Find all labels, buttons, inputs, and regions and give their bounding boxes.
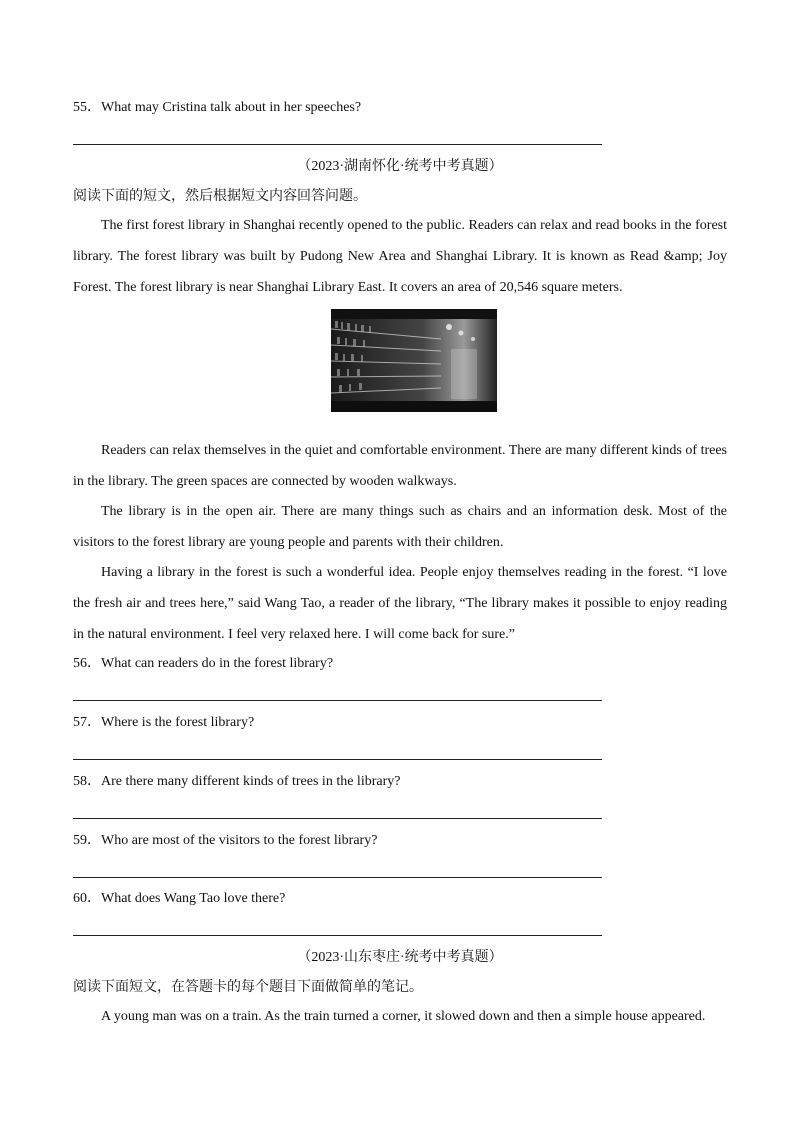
question-59: 59．Who are most of the visitors to the forest library? (73, 833, 378, 848)
passage-paragraph-3: The library is in the open air. There are many things such as chairs and an information desk. Most of the visitors to the forest library are young people and parents with their children. (73, 504, 727, 550)
question-55: 55．What may Cristina talk about in her speeches? (73, 100, 362, 115)
question-58: 58．Are there many different kinds of trees in the library? (73, 774, 401, 789)
passage-paragraph-4: Having a library in the forest is such a wonderful idea. People enjoy themselves reading in the forest. “I love the fresh air and trees here,” said Wang Tao, a reader of the library, “The library makes it possible to enjoy reading in the natural environment. I feel very relaxed here. I will come back for sure.” (73, 565, 727, 642)
source-label-1: （2023·湖南怀化·统考中考真题） (297, 159, 503, 174)
answer-line-60[interactable] (73, 935, 602, 936)
answer-line-56[interactable] (73, 700, 602, 701)
bookshelf-image-icon (331, 309, 497, 412)
passage-paragraph-1: The first forest library in Shanghai recently opened to the public. Readers can relax and read books in the forest library. The forest library was built by Pudong New Area and Shanghai Library. It is known as Read &amp; Joy Forest. The forest library is near Shanghai Library East. It covers an area of 20,546 square meters. (73, 218, 727, 295)
source-label-2: （2023·山东枣庄·统考中考真题） (297, 950, 503, 965)
question-56: 56．What can readers do in the forest library? (73, 656, 334, 671)
question-60: 60．What does Wang Tao love there? (73, 891, 286, 906)
answer-line-58[interactable] (73, 818, 602, 819)
question-57: 57．Where is the forest library? (73, 715, 255, 730)
answer-line-57[interactable] (73, 759, 602, 760)
passage-paragraph-2: Readers can relax themselves in the quiet and comfortable environment. There are many different kinds of trees in the library. The green spaces are connected by wooden walkways. (73, 443, 727, 489)
passage2-paragraph-1: A young man was on a train. As the train turned a corner, it slowed down and then a simple house appeared. (101, 1009, 706, 1024)
answer-line-55[interactable] (73, 144, 602, 145)
instruction-1: 阅读下面的短文，然后根据短文内容回答问题。 (73, 189, 367, 204)
library-bookshelves-photo (331, 309, 497, 412)
instruction-2: 阅读下面短文，在答题卡的每个题目下面做简单的笔记。 (73, 980, 423, 995)
answer-line-59[interactable] (73, 877, 602, 878)
